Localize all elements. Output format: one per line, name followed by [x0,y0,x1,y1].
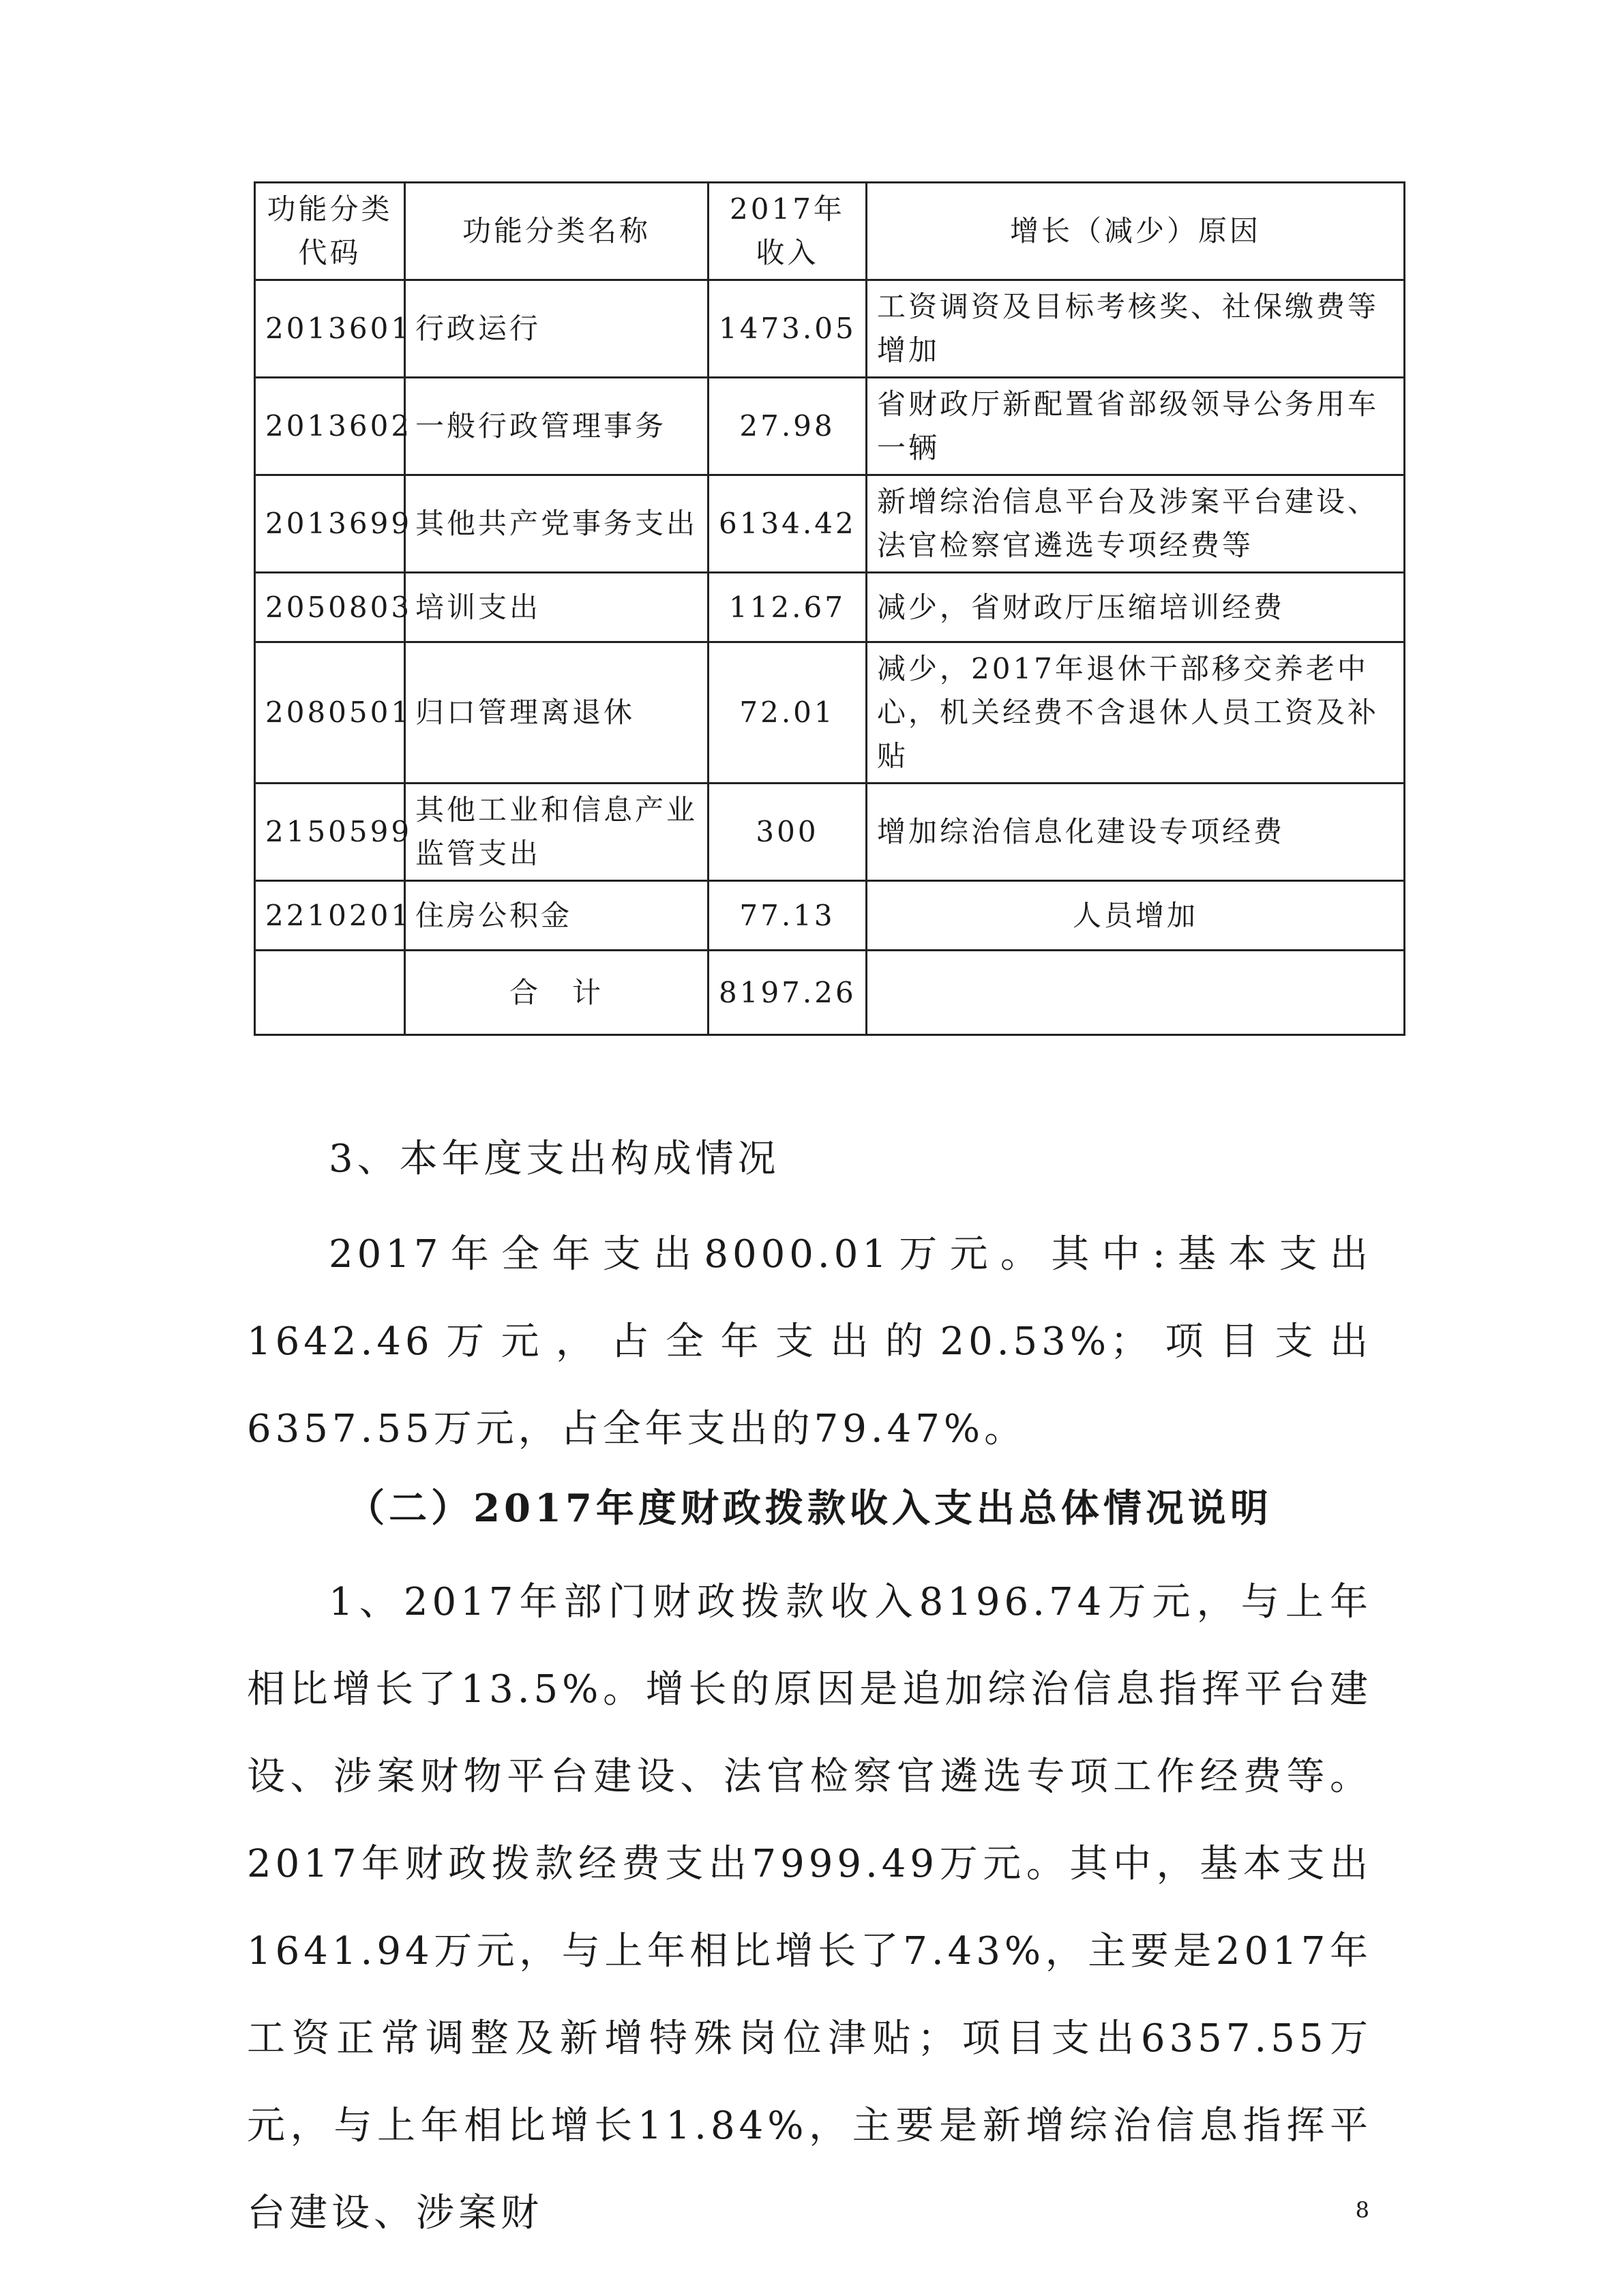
table-header-row [255,183,1405,280]
row-code: 2210201 [255,881,405,951]
row-name: 培训支出 [405,573,709,642]
header-reason: 增长（减少）原因 [867,183,1405,280]
table-row [255,573,1405,642]
header-code: 功能分类代码 [255,183,405,280]
header-name: 功能分类名称 [405,183,709,280]
section3-title: 3、本年度支出构成情况 [329,1137,780,1181]
table-row [255,881,1405,951]
row-code: 2050803 [255,573,405,642]
row-name: 归口管理离退休 [405,642,709,784]
section3-title-line [247,1116,1372,1203]
row-code: 2080501 [255,642,405,784]
row-code: 2013602 [255,378,405,475]
total-empty-reason [867,951,1405,1035]
section3-body: 2017年全年支出8000.01万元。其中:基本支出1642.46万元，占全年支出的20.53%；项目支出6357.55万元，占全年支出的79.47%。 [247,1232,1372,1451]
row-name: 一般行政管理事务 [405,378,709,475]
row-code: 2013699 [255,475,405,573]
row-code: 2150599 [255,784,405,881]
total-amount: 8197.26 [709,951,867,1035]
row-name: 其他共产党事务支出 [405,475,709,573]
row-code: 2013601 [255,280,405,378]
header-amount: 2017年收入 [709,183,867,280]
para1-text: 1、2017年部门财政拨款收入8196.74万元，与上年相比增长了13.5%。增长的原因是追加综治信息指挥平台建设、涉案财物平台建设、法官检察官遴选专项工作经费等。2017年财政拨款经费支出7999.49万元。其中，基本支出1641.94万元，与上年相比增长了7.43%，主要是2017年工资正常调整及新增特殊岗位津贴；项目支出6357.55万元，与上年相比增长11.84%，主要是新增综治信息指挥平台建设、涉案财 [247,1580,1372,2235]
row-amount: 112.67 [709,573,867,642]
table-row [255,475,1405,573]
row-reason: 工资调资及目标考核奖、社保缴费等增加 [867,280,1405,378]
row-reason: 减少，省财政厅压缩培训经费 [867,573,1405,642]
row-reason: 减少，2017年退休干部移交养老中心，机关经费不含退休人员工资及补贴 [867,642,1405,784]
total-empty-cell [255,951,405,1035]
row-amount: 6134.42 [709,475,867,573]
row-amount: 27.98 [709,378,867,475]
section3-body-line [247,1211,1372,1473]
row-reason: 新增综治信息平台及涉案平台建设、法官检察官遴选专项经费等 [867,475,1405,573]
row-name: 行政运行 [405,280,709,378]
row-amount: 300 [709,784,867,881]
row-amount: 1473.05 [709,280,867,378]
para1-line [247,1559,1372,2257]
row-reason: 省财政厅新配置省部级领导公务用车一辆 [867,378,1405,475]
row-reason: 增加综治信息化建设专项经费 [867,784,1405,881]
row-amount: 77.13 [709,881,867,951]
section-heading-2: （二）2017年度财政拨款收入支出总体情况说明 [346,1486,1272,1531]
page-number: 8 [1355,2197,1369,2223]
row-name: 其他工业和信息产业监管支出 [405,784,709,881]
table-row [255,378,1405,475]
total-label: 合 计 [405,951,709,1035]
table-row [255,784,1405,881]
table-row [255,280,1405,378]
row-amount: 72.01 [709,642,867,784]
row-reason: 人员增加 [867,881,1405,951]
table-total-row [255,951,1405,1035]
income-table [254,181,1405,1036]
row-name: 住房公积金 [405,881,709,951]
table-row [255,642,1405,784]
